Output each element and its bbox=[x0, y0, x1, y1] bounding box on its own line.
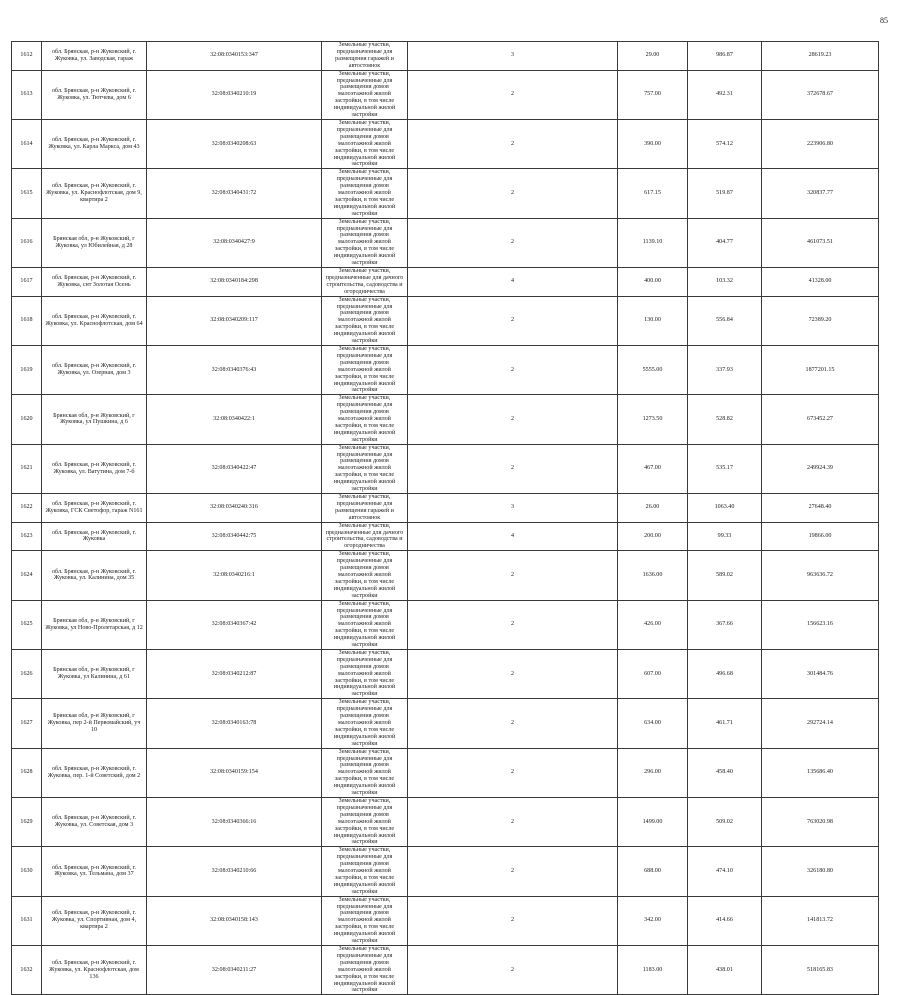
group-cell: 2 bbox=[408, 896, 618, 945]
table-row bbox=[12, 70, 879, 119]
land-use-cell: Земельные участки, предназначенные для размещения домов малоэтажной жилой застройки, в том числе индивидуальной жилой застройки bbox=[322, 896, 408, 945]
table-row bbox=[12, 847, 879, 896]
cadastral-number-cell: 32:08:0340240:316 bbox=[147, 494, 322, 523]
row-number: 1631 bbox=[12, 896, 42, 945]
cadastral-number-cell: 32:08:0340210:19 bbox=[147, 70, 322, 119]
specific-value-cell: 496.68 bbox=[688, 649, 762, 698]
table-row bbox=[12, 395, 879, 444]
specific-value-cell: 492.31 bbox=[688, 70, 762, 119]
table-row bbox=[12, 218, 879, 267]
row-number: 1627 bbox=[12, 699, 42, 748]
specific-value-cell: 509.02 bbox=[688, 797, 762, 846]
land-use-cell: Земельные участки, предназначенные для размещения домов малоэтажной жилой застройки, в том числе индивидуальной жилой застройки bbox=[322, 600, 408, 649]
table-row bbox=[12, 748, 879, 797]
cadastral-value-cell: 320837.77 bbox=[762, 169, 879, 218]
row-number: 1612 bbox=[12, 42, 42, 71]
cadastral-number-cell: 32:08:0340422:1 bbox=[147, 395, 322, 444]
table-row bbox=[12, 896, 879, 945]
specific-value-cell: 535.17 bbox=[688, 444, 762, 493]
address-cell: Брянская обл, р-н Жуковский, г Жуковка, ул Пушкина, д 6 bbox=[42, 395, 147, 444]
group-cell: 2 bbox=[408, 699, 618, 748]
area-cell: 296.00 bbox=[618, 748, 688, 797]
cadastral-value-cell: 249924.39 bbox=[762, 444, 879, 493]
cadastral-number-cell: 32:08:0340422:47 bbox=[147, 444, 322, 493]
address-cell: обл. Брянская, р-н Жуковский, г. Жуковка, ул. Спортивная, дом 4, квартира 2 bbox=[42, 896, 147, 945]
table-row bbox=[12, 444, 879, 493]
area-cell: 1273.50 bbox=[618, 395, 688, 444]
area-cell: 607.00 bbox=[618, 649, 688, 698]
area-cell: 26.00 bbox=[618, 494, 688, 523]
cadastral-value-cell: 763020.98 bbox=[762, 797, 879, 846]
specific-value-cell: 589.02 bbox=[688, 551, 762, 600]
address-cell: обл. Брянская, р-н Жуковский, г. Жуковка bbox=[42, 522, 147, 551]
cadastral-value-cell: 461073.51 bbox=[762, 218, 879, 267]
area-cell: 617.15 bbox=[618, 169, 688, 218]
address-cell: обл. Брянская, р-н Жуковский, г. Жуковка, ул. Краснофлотская, дом 64 bbox=[42, 296, 147, 345]
table-row bbox=[12, 119, 879, 168]
land-use-cell: Земельные участки, предназначенные для размещения домов малоэтажной жилой застройки, в том числе индивидуальной жилой застройки bbox=[322, 444, 408, 493]
group-cell: 2 bbox=[408, 551, 618, 600]
table-row bbox=[12, 42, 879, 71]
specific-value-cell: 556.84 bbox=[688, 296, 762, 345]
area-cell: 757.00 bbox=[618, 70, 688, 119]
land-use-cell: Земельные участки, предназначенные для размещения домов малоэтажной жилой застройки, в том числе индивидуальной жилой застройки bbox=[322, 847, 408, 896]
address-cell: обл. Брянская, р-н Жуковский, г. Жуковка, пер. 1-й Советский, дом 2 bbox=[42, 748, 147, 797]
specific-value-cell: 99.33 bbox=[688, 522, 762, 551]
row-number: 1617 bbox=[12, 268, 42, 297]
area-cell: 400.00 bbox=[618, 268, 688, 297]
specific-value-cell: 438.01 bbox=[688, 946, 762, 995]
row-number: 1623 bbox=[12, 522, 42, 551]
area-cell: 5555.00 bbox=[618, 345, 688, 394]
group-cell: 3 bbox=[408, 42, 618, 71]
group-cell: 3 bbox=[408, 494, 618, 523]
area-cell: 1499.00 bbox=[618, 797, 688, 846]
row-number: 1620 bbox=[12, 395, 42, 444]
cadastral-value-cell: 156623.16 bbox=[762, 600, 879, 649]
area-cell: 426.00 bbox=[618, 600, 688, 649]
specific-value-cell: 986.87 bbox=[688, 42, 762, 71]
address-cell: обл. Брянская, р-н Жуковский, г. Жуковка, ул. Калинина, дом 35 bbox=[42, 551, 147, 600]
area-cell: 1183.00 bbox=[618, 946, 688, 995]
cadastral-value-cell: 223906.80 bbox=[762, 119, 879, 168]
cadastral-number-cell: 32:08:0340184:298 bbox=[147, 268, 322, 297]
table-row bbox=[12, 600, 879, 649]
cadastral-number-cell: 32:08:0340431:72 bbox=[147, 169, 322, 218]
address-cell: Брянская обл, р-н Жуковский, г Жуковка, ул Калинина, д 61 bbox=[42, 649, 147, 698]
row-number: 1618 bbox=[12, 296, 42, 345]
address-cell: обл. Брянская, р-н Жуковский, г. Жуковка, ул. Озерная, дом 3 bbox=[42, 345, 147, 394]
row-number: 1626 bbox=[12, 649, 42, 698]
address-cell: Брянская обл, р-н Жуковский, г Жуковка, ул Ново-Пролетарская, д 12 bbox=[42, 600, 147, 649]
row-number: 1622 bbox=[12, 494, 42, 523]
area-cell: 342.00 bbox=[618, 896, 688, 945]
area-cell: 200.00 bbox=[618, 522, 688, 551]
group-cell: 2 bbox=[408, 345, 618, 394]
land-use-cell: Земельные участки, предназначенные для размещения домов малоэтажной жилой застройки, в том числе индивидуальной жилой застройки bbox=[322, 345, 408, 394]
specific-value-cell: 474.10 bbox=[688, 847, 762, 896]
row-number: 1614 bbox=[12, 119, 42, 168]
group-cell: 2 bbox=[408, 444, 618, 493]
row-number: 1616 bbox=[12, 218, 42, 267]
table-row bbox=[12, 169, 879, 218]
area-cell: 688.00 bbox=[618, 847, 688, 896]
area-cell: 634.00 bbox=[618, 699, 688, 748]
table-row bbox=[12, 699, 879, 748]
specific-value-cell: 1063.40 bbox=[688, 494, 762, 523]
land-use-cell: Земельные участки, предназначенные для размещения домов малоэтажной жилой застройки, в том числе индивидуальной жилой застройки bbox=[322, 218, 408, 267]
cadastral-number-cell: 32:08:0340427:9 bbox=[147, 218, 322, 267]
cadastral-number-cell: 32:08:0340153:347 bbox=[147, 42, 322, 71]
area-cell: 467.00 bbox=[618, 444, 688, 493]
group-cell: 2 bbox=[408, 649, 618, 698]
group-cell: 4 bbox=[408, 522, 618, 551]
cadastral-value-cell: 326180.80 bbox=[762, 847, 879, 896]
address-cell: обл. Брянская, р-н Жуковский, г. Жуковка, ул. Советская, дом 3 bbox=[42, 797, 147, 846]
group-cell: 2 bbox=[408, 847, 618, 896]
cadastral-value-cell: 72389.20 bbox=[762, 296, 879, 345]
specific-value-cell: 337.93 bbox=[688, 345, 762, 394]
group-cell: 4 bbox=[408, 268, 618, 297]
row-number: 1625 bbox=[12, 600, 42, 649]
address-cell: Брянская обл, р-н Жуковский, г Жуковка, пер 2-й Первомайский, уч 10 bbox=[42, 699, 147, 748]
group-cell: 2 bbox=[408, 296, 618, 345]
address-cell: обл. Брянская, р-н Жуковский, г. Жуковка, ул. Краснофлотская, дом 9, квартира 2 bbox=[42, 169, 147, 218]
group-cell: 2 bbox=[408, 748, 618, 797]
row-number: 1619 bbox=[12, 345, 42, 394]
cadastral-value-cell: 27648.40 bbox=[762, 494, 879, 523]
address-cell: обл. Брянская, р-н Жуковский, г. Жуковка, снт Золотая Осень bbox=[42, 268, 147, 297]
table-row bbox=[12, 494, 879, 523]
area-cell: 1636.00 bbox=[618, 551, 688, 600]
address-cell: обл. Брянская, р-н Жуковский, г. Жуковка, ул. Тельмана, дом 37 bbox=[42, 847, 147, 896]
land-use-cell: Земельные участки, предназначенные для размещения домов малоэтажной жилой застройки, в том числе индивидуальной жилой застройки bbox=[322, 649, 408, 698]
row-number: 1628 bbox=[12, 748, 42, 797]
table-row bbox=[12, 345, 879, 394]
specific-value-cell: 404.77 bbox=[688, 218, 762, 267]
cadastral-number-cell: 32:08:0340163:78 bbox=[147, 699, 322, 748]
group-cell: 2 bbox=[408, 600, 618, 649]
cadastral-number-cell: 32:08:0340209:117 bbox=[147, 296, 322, 345]
cadastral-number-cell: 32:08:0340366:16 bbox=[147, 797, 322, 846]
row-number: 1621 bbox=[12, 444, 42, 493]
specific-value-cell: 574.12 bbox=[688, 119, 762, 168]
land-use-cell: Земельные участки, предназначенные для размещения домов малоэтажной жилой застройки, в том числе индивидуальной жилой застройки bbox=[322, 119, 408, 168]
area-cell: 1139.10 bbox=[618, 218, 688, 267]
cadastral-value-cell: 673452.27 bbox=[762, 395, 879, 444]
area-cell: 390.00 bbox=[618, 119, 688, 168]
address-cell: обл. Брянская, р-н Жуковский, г. Жуковка, ул. Ватутина, дом 7-б bbox=[42, 444, 147, 493]
address-cell: обл. Брянская, р-н Жуковский, г. Жуковка, ул. Краснофлотская, дом 136 bbox=[42, 946, 147, 995]
cadastral-number-cell: 32:08:0340159:154 bbox=[147, 748, 322, 797]
specific-value-cell: 367.66 bbox=[688, 600, 762, 649]
table-row bbox=[12, 522, 879, 551]
group-cell: 2 bbox=[408, 395, 618, 444]
group-cell: 2 bbox=[408, 797, 618, 846]
group-cell: 2 bbox=[408, 218, 618, 267]
cadastral-number-cell: 32:08:0340216:1 bbox=[147, 551, 322, 600]
table-row bbox=[12, 946, 879, 995]
area-cell: 29.00 bbox=[618, 42, 688, 71]
address-cell: Брянская обл, р-н Жуковский, г Жуковка, ул Юбилейная, д 28 bbox=[42, 218, 147, 267]
table-row bbox=[12, 551, 879, 600]
land-registry-table bbox=[11, 41, 879, 995]
cadastral-number-cell: 32:08:0340208:63 bbox=[147, 119, 322, 168]
land-use-cell: Земельные участки, предназначенные для размещения домов малоэтажной жилой застройки, в том числе индивидуальной жилой застройки bbox=[322, 296, 408, 345]
land-use-cell: Земельные участки, предназначенные для размещения домов малоэтажной жилой застройки, в том числе индивидуальной жилой застройки bbox=[322, 748, 408, 797]
table-body bbox=[12, 42, 879, 995]
row-number: 1630 bbox=[12, 847, 42, 896]
specific-value-cell: 461.71 bbox=[688, 699, 762, 748]
cadastral-value-cell: 135686.40 bbox=[762, 748, 879, 797]
group-cell: 2 bbox=[408, 70, 618, 119]
cadastral-number-cell: 32:08:0340158:143 bbox=[147, 896, 322, 945]
cadastral-value-cell: 292724.14 bbox=[762, 699, 879, 748]
cadastral-value-cell: 963636.72 bbox=[762, 551, 879, 600]
land-use-cell: Земельные участки, предназначенные для размещения домов малоэтажной жилой застройки, в том числе индивидуальной жилой застройки bbox=[322, 395, 408, 444]
land-use-cell: Земельные участки, предназначенные для размещения домов малоэтажной жилой застройки, в том числе индивидуальной жилой застройки bbox=[322, 551, 408, 600]
land-use-cell: Земельные участки, предназначенные для размещения домов малоэтажной жилой застройки, в том числе индивидуальной жилой застройки bbox=[322, 797, 408, 846]
cadastral-number-cell: 32:08:0340212:87 bbox=[147, 649, 322, 698]
cadastral-value-cell: 28619.23 bbox=[762, 42, 879, 71]
row-number: 1613 bbox=[12, 70, 42, 119]
row-number: 1629 bbox=[12, 797, 42, 846]
specific-value-cell: 414.66 bbox=[688, 896, 762, 945]
address-cell: обл. Брянская, р-н Жуковский, г. Жуковка, ул. Тютчева, дом 6 bbox=[42, 70, 147, 119]
group-cell: 2 bbox=[408, 169, 618, 218]
address-cell: обл. Брянская, р-н Жуковский, г. Жуковка, ул. Карла Маркса, дом 43 bbox=[42, 119, 147, 168]
cadastral-value-cell: 19866.00 bbox=[762, 522, 879, 551]
cadastral-value-cell: 1877201.15 bbox=[762, 345, 879, 394]
cadastral-number-cell: 32:08:0340211:27 bbox=[147, 946, 322, 995]
cadastral-number-cell: 32:08:0340210:66 bbox=[147, 847, 322, 896]
row-number: 1615 bbox=[12, 169, 42, 218]
land-use-cell: Земельные участки, предназначенные для размещения гаражей и автостоянок bbox=[322, 42, 408, 71]
address-cell: обл. Брянская, р-н Жуковский, г. Жуковка, ул. Заводская, гараж bbox=[42, 42, 147, 71]
group-cell: 2 bbox=[408, 946, 618, 995]
land-use-cell: Земельные участки, предназначенные для размещения домов малоэтажной жилой застройки, в том числе индивидуальной жилой застройки bbox=[322, 169, 408, 218]
group-cell: 2 bbox=[408, 119, 618, 168]
table-row bbox=[12, 296, 879, 345]
cadastral-value-cell: 372678.67 bbox=[762, 70, 879, 119]
table-row bbox=[12, 268, 879, 297]
page-number: 85 bbox=[880, 16, 888, 25]
land-use-cell: Земельные участки, предназначенные для размещения домов малоэтажной жилой застройки, в том числе индивидуальной жилой застройки bbox=[322, 70, 408, 119]
cadastral-number-cell: 32:08:0340376:43 bbox=[147, 345, 322, 394]
land-use-cell: Земельные участки, предназначенные для дачного строительства, садоводства и огородничества bbox=[322, 522, 408, 551]
area-cell: 130.00 bbox=[618, 296, 688, 345]
row-number: 1632 bbox=[12, 946, 42, 995]
land-use-cell: Земельные участки, предназначенные для размещения домов малоэтажной жилой застройки, в том числе индивидуальной жилой застройки bbox=[322, 946, 408, 995]
cadastral-value-cell: 41328.00 bbox=[762, 268, 879, 297]
cadastral-number-cell: 32:08:0340442:75 bbox=[147, 522, 322, 551]
cadastral-value-cell: 301484.76 bbox=[762, 649, 879, 698]
table-row bbox=[12, 797, 879, 846]
land-use-cell: Земельные участки, предназначенные для размещения гаражей и автостоянок bbox=[322, 494, 408, 523]
row-number: 1624 bbox=[12, 551, 42, 600]
land-use-cell: Земельные участки, предназначенные для дачного строительства, садоводства и огородничества bbox=[322, 268, 408, 297]
specific-value-cell: 519.87 bbox=[688, 169, 762, 218]
specific-value-cell: 458.40 bbox=[688, 748, 762, 797]
land-use-cell: Земельные участки, предназначенные для размещения домов малоэтажной жилой застройки, в том числе индивидуальной жилой застройки bbox=[322, 699, 408, 748]
specific-value-cell: 103.32 bbox=[688, 268, 762, 297]
cadastral-value-cell: 518165.83 bbox=[762, 946, 879, 995]
table-row bbox=[12, 649, 879, 698]
specific-value-cell: 528.82 bbox=[688, 395, 762, 444]
cadastral-number-cell: 32:08:0340367:42 bbox=[147, 600, 322, 649]
cadastral-value-cell: 141813.72 bbox=[762, 896, 879, 945]
address-cell: обл. Брянская, р-н Жуковский, г. Жуковка, ГСК Светофор, гараж N161 bbox=[42, 494, 147, 523]
